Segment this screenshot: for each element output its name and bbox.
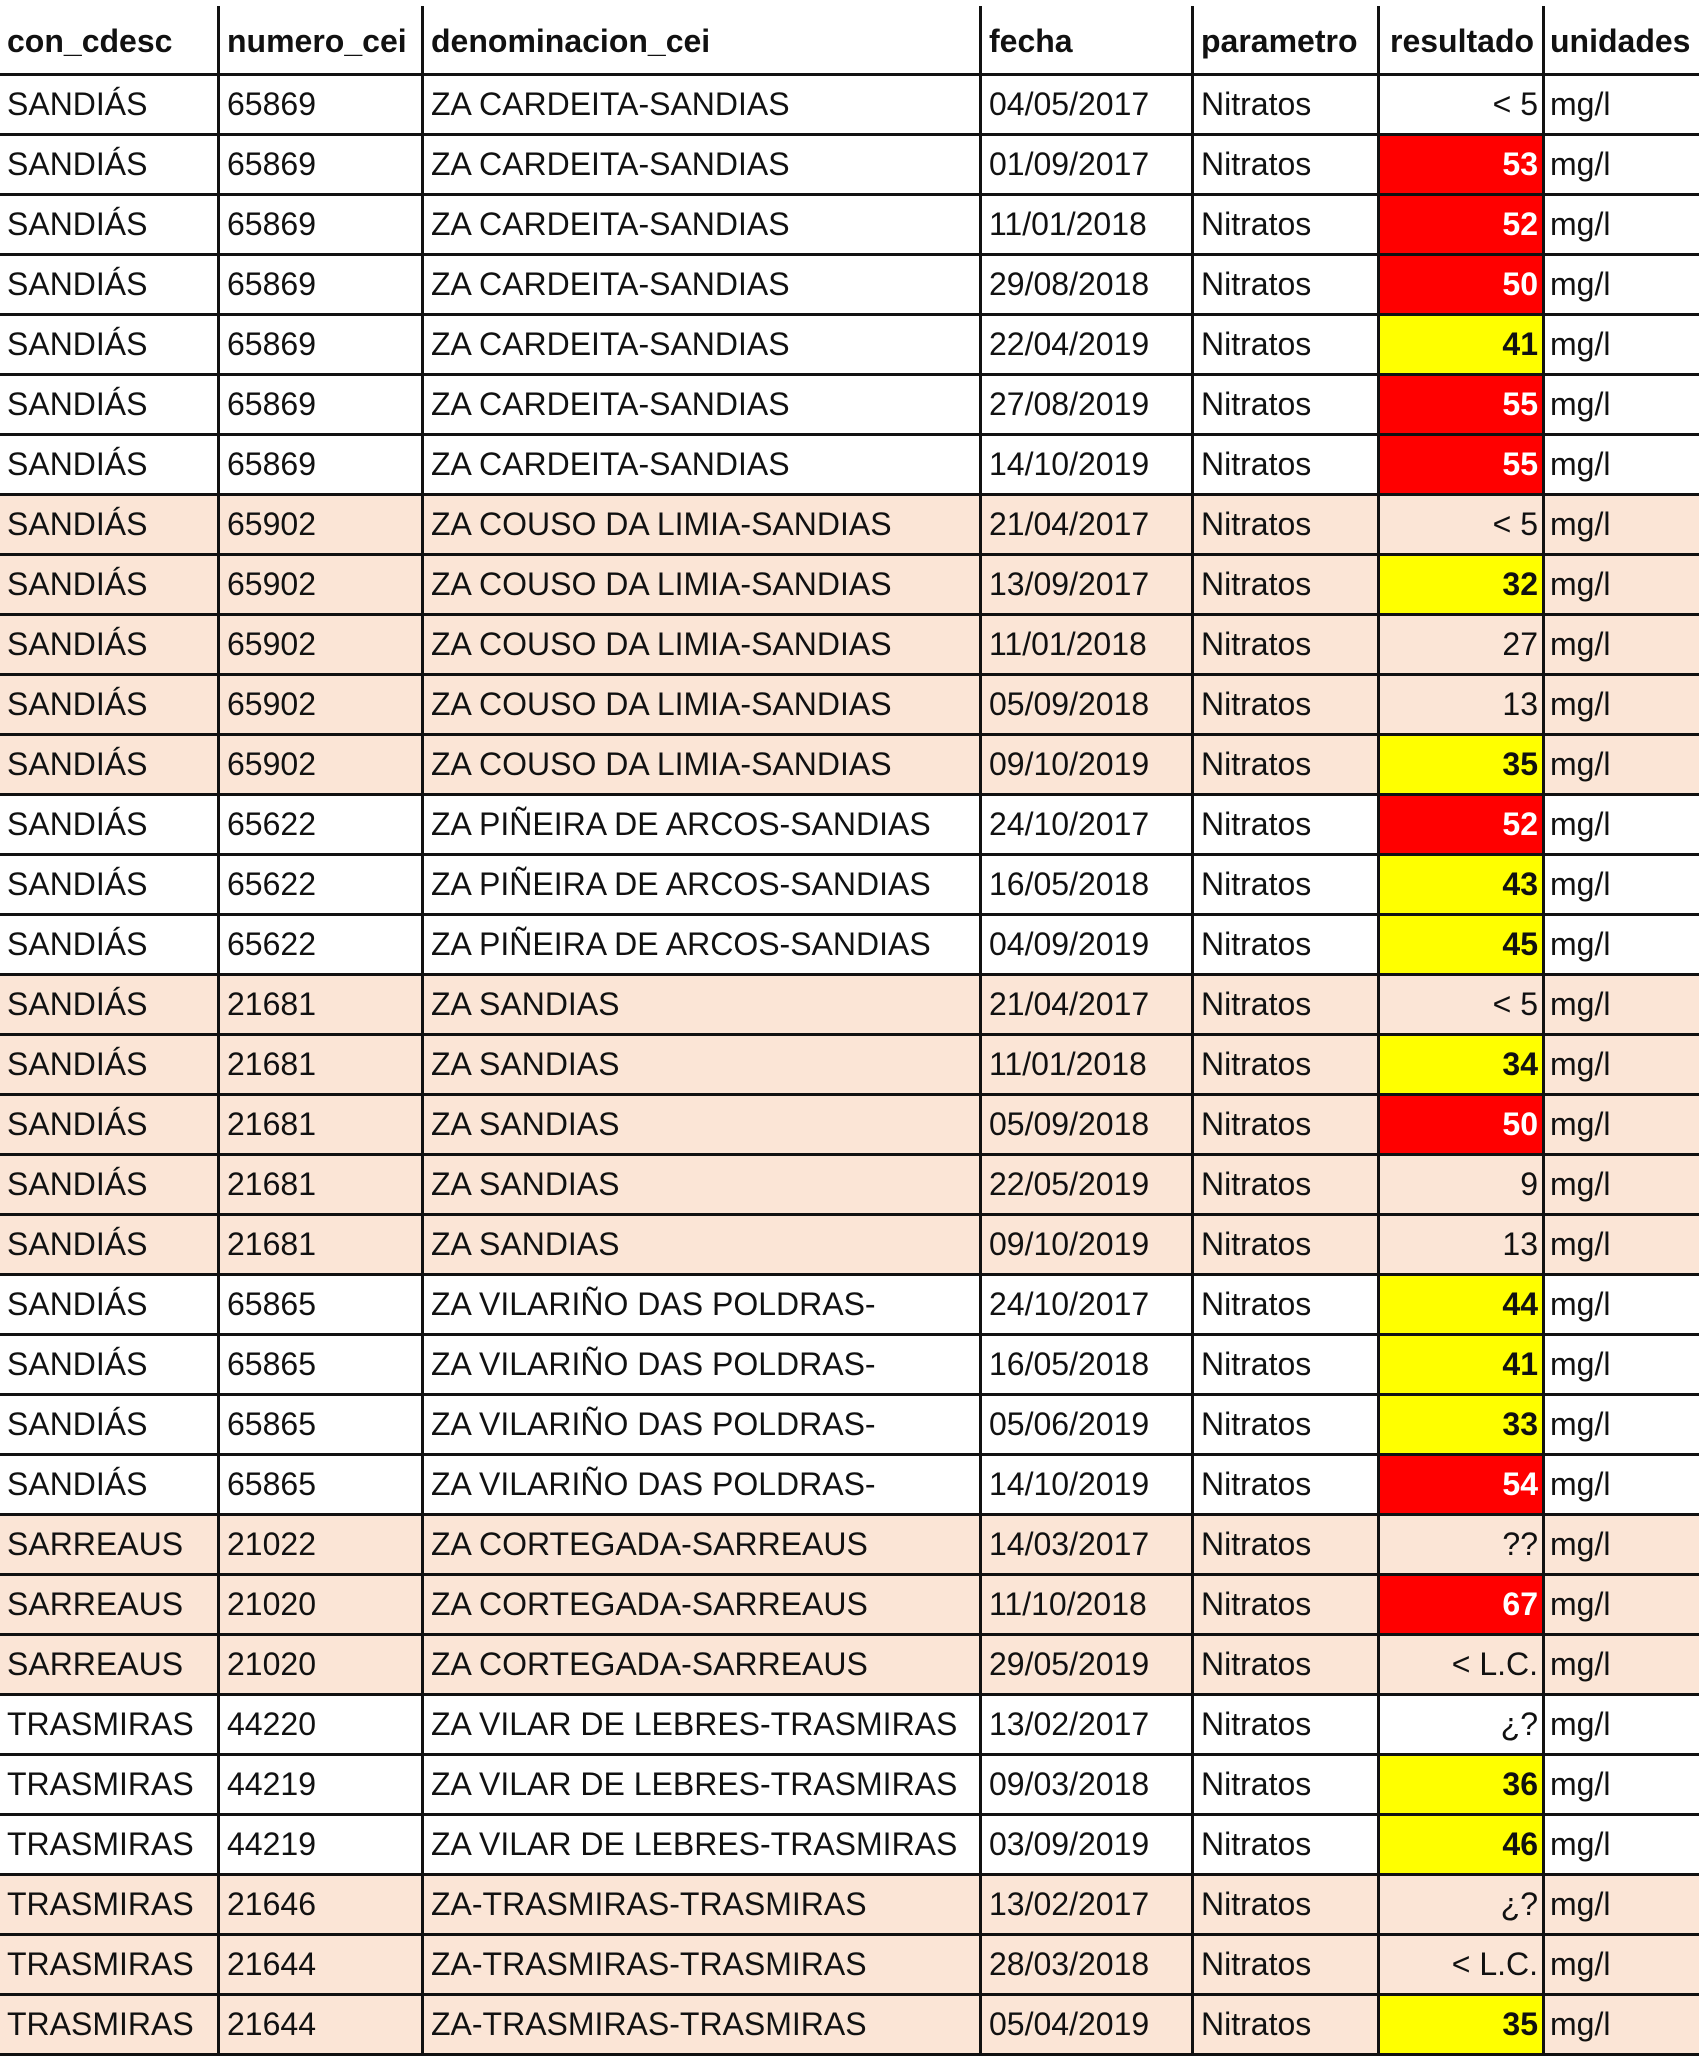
table-row (0, 1096, 1699, 1156)
cell-numero-cei[interactable]: 65902 (220, 676, 424, 733)
table-row (0, 1396, 1699, 1456)
cell-numero-cei[interactable]: 21020 (220, 1576, 424, 1633)
cell-unidades[interactable]: mg/l (1550, 1166, 1611, 1202)
cell-fecha[interactable]: 11/01/2018 (982, 1036, 1194, 1093)
cell-resultado[interactable]: 45 (1380, 916, 1545, 973)
cell-numero-cei[interactable]: 65869 (220, 196, 424, 253)
cell-numero-cei[interactable]: 21681 (220, 976, 424, 1033)
cell-unidades[interactable]: mg/l (1550, 686, 1611, 722)
cell-fecha[interactable]: 09/10/2019 (982, 736, 1194, 793)
cell-unidades[interactable]: mg/l (1550, 1466, 1611, 1502)
cell-resultado[interactable]: < L.C. (1380, 1636, 1545, 1693)
cell-unidades[interactable]: mg/l (1550, 1946, 1611, 1982)
header-parametro[interactable]: parametro (1194, 6, 1380, 73)
cell-con-cdesc[interactable]: SARREAUS (0, 1516, 220, 1573)
cell-parametro[interactable]: Nitratos (1194, 736, 1380, 793)
cell-unidades[interactable]: mg/l (1550, 566, 1611, 602)
header-denominacion-cei[interactable]: denominacion_cei (424, 6, 982, 73)
cell-parametro[interactable]: Nitratos (1194, 676, 1380, 733)
cell-numero-cei[interactable]: 65869 (220, 316, 424, 373)
cell-parametro[interactable]: Nitratos (1194, 856, 1380, 913)
cell-resultado[interactable]: 35 (1380, 736, 1545, 793)
cell-con-cdesc[interactable]: SANDIÁS (0, 1396, 220, 1453)
cell-unidades[interactable]: mg/l (1550, 386, 1611, 422)
cell-unidades[interactable]: mg/l (1550, 146, 1611, 182)
cell-fecha[interactable]: 01/09/2017 (982, 136, 1194, 193)
table-row (0, 1456, 1699, 1516)
cell-parametro[interactable]: Nitratos (1194, 1996, 1380, 2053)
cell-fecha[interactable]: 16/05/2018 (982, 1336, 1194, 1393)
cell-denominacion-cei[interactable]: ZA COUSO DA LIMIA-SANDIAS (424, 676, 982, 733)
cell-con-cdesc[interactable]: TRASMIRAS (0, 1876, 220, 1933)
cell-numero-cei[interactable]: 44219 (220, 1816, 424, 1873)
cell-con-cdesc[interactable]: SANDIÁS (0, 1036, 220, 1093)
cell-numero-cei[interactable]: 21681 (220, 1096, 424, 1153)
header-numero-cei[interactable]: numero_cei (220, 6, 424, 73)
cell-fecha[interactable]: 04/05/2017 (982, 76, 1194, 133)
cell-con-cdesc[interactable]: SANDIÁS (0, 676, 220, 733)
cell-numero-cei[interactable]: 65865 (220, 1276, 424, 1333)
cell-denominacion-cei[interactable]: ZA-TRASMIRAS-TRASMIRAS (424, 1996, 982, 2053)
table-row (0, 1156, 1699, 1216)
cell-fecha[interactable]: 05/06/2019 (982, 1396, 1194, 1453)
cell-resultado[interactable]: 50 (1380, 1096, 1545, 1153)
cell-denominacion-cei[interactable]: ZA CORTEGADA-SARREAUS (424, 1576, 982, 1633)
cell-resultado[interactable]: ¿? (1380, 1696, 1545, 1753)
cell-denominacion-cei[interactable]: ZA PIÑEIRA DE ARCOS-SANDIAS (424, 796, 982, 853)
cell-numero-cei[interactable]: 65902 (220, 556, 424, 613)
cell-parametro[interactable]: Nitratos (1194, 1936, 1380, 1993)
cell-fecha[interactable]: 11/01/2018 (982, 616, 1194, 673)
table-row (0, 1276, 1699, 1336)
cell-fecha[interactable]: 21/04/2017 (982, 496, 1194, 553)
cell-resultado[interactable]: 35 (1380, 1996, 1545, 2053)
table-row (0, 1036, 1699, 1096)
cell-numero-cei[interactable]: 44220 (220, 1696, 424, 1753)
cell-con-cdesc[interactable]: SANDIÁS (0, 316, 220, 373)
cell-numero-cei[interactable]: 65869 (220, 376, 424, 433)
cell-denominacion-cei[interactable]: ZA SANDIAS (424, 976, 982, 1033)
cell-fecha[interactable]: 11/10/2018 (982, 1576, 1194, 1633)
cell-fecha[interactable]: 05/09/2018 (982, 676, 1194, 733)
cell-unidades[interactable]: mg/l (1550, 1646, 1611, 1682)
cell-parametro[interactable]: Nitratos (1194, 196, 1380, 253)
cell-resultado[interactable]: 55 (1380, 436, 1545, 493)
cell-resultado[interactable]: 32 (1380, 556, 1545, 613)
cell-numero-cei[interactable]: 65869 (220, 136, 424, 193)
cell-parametro[interactable]: Nitratos (1194, 76, 1380, 133)
cell-resultado[interactable]: 13 (1380, 676, 1545, 733)
header-fecha[interactable]: fecha (982, 6, 1194, 73)
cell-con-cdesc[interactable]: SANDIÁS (0, 196, 220, 253)
cell-denominacion-cei[interactable]: ZA SANDIAS (424, 1036, 982, 1093)
cell-unidades[interactable]: mg/l (1550, 2006, 1611, 2042)
cell-numero-cei[interactable]: 65622 (220, 856, 424, 913)
table-row (0, 556, 1699, 616)
cell-denominacion-cei[interactable]: ZA VILARIÑO DAS POLDRAS- (424, 1276, 982, 1333)
cell-resultado[interactable]: ¿? (1380, 1876, 1545, 1933)
cell-unidades[interactable]: mg/l (1550, 626, 1611, 662)
table-row (0, 196, 1699, 256)
cell-numero-cei[interactable]: 44219 (220, 1756, 424, 1813)
cell-fecha[interactable]: 28/03/2018 (982, 1936, 1194, 1993)
cell-parametro[interactable]: Nitratos (1194, 1096, 1380, 1153)
cell-numero-cei[interactable]: 65869 (220, 76, 424, 133)
table-row (0, 316, 1699, 376)
cell-resultado[interactable]: 55 (1380, 376, 1545, 433)
cell-denominacion-cei[interactable]: ZA-TRASMIRAS-TRASMIRAS (424, 1876, 982, 1933)
cell-unidades[interactable]: mg/l (1550, 506, 1611, 542)
cell-resultado[interactable]: 27 (1380, 616, 1545, 673)
cell-resultado[interactable]: < 5 (1380, 496, 1545, 553)
cell-denominacion-cei[interactable]: ZA VILAR DE LEBRES-TRASMIRAS (424, 1696, 982, 1753)
cell-unidades[interactable]: mg/l (1550, 986, 1611, 1022)
table-row (0, 916, 1699, 976)
cell-denominacion-cei[interactable]: ZA CARDEITA-SANDIAS (424, 136, 982, 193)
cell-resultado[interactable]: < L.C. (1380, 1936, 1545, 1993)
cell-unidades[interactable]: mg/l (1550, 1226, 1611, 1262)
table-row (0, 1576, 1699, 1636)
cell-fecha[interactable]: 24/10/2017 (982, 1276, 1194, 1333)
cell-fecha[interactable]: 24/10/2017 (982, 796, 1194, 853)
cell-denominacion-cei[interactable]: ZA CARDEITA-SANDIAS (424, 376, 982, 433)
cell-con-cdesc[interactable]: SANDIÁS (0, 436, 220, 493)
cell-fecha[interactable]: 14/03/2017 (982, 1516, 1194, 1573)
cell-fecha[interactable]: 04/09/2019 (982, 916, 1194, 973)
cell-resultado[interactable]: 46 (1380, 1816, 1545, 1873)
cell-con-cdesc[interactable]: SANDIÁS (0, 76, 220, 133)
cell-numero-cei[interactable]: 21644 (220, 1996, 424, 2053)
table-row (0, 1996, 1699, 2056)
cell-fecha[interactable]: 29/05/2019 (982, 1636, 1194, 1693)
cell-parametro[interactable]: Nitratos (1194, 1516, 1380, 1573)
cell-denominacion-cei[interactable]: ZA COUSO DA LIMIA-SANDIAS (424, 496, 982, 553)
cell-numero-cei[interactable]: 65865 (220, 1396, 424, 1453)
cell-fecha[interactable]: 05/04/2019 (982, 1996, 1194, 2053)
cell-con-cdesc[interactable]: SANDIÁS (0, 1276, 220, 1333)
cell-numero-cei[interactable]: 21644 (220, 1936, 424, 1993)
cell-numero-cei[interactable]: 65622 (220, 796, 424, 853)
cell-fecha[interactable]: 05/09/2018 (982, 1096, 1194, 1153)
cell-denominacion-cei[interactable]: ZA-TRASMIRAS-TRASMIRAS (424, 1936, 982, 1993)
table-row (0, 376, 1699, 436)
header-con-cdesc[interactable]: con_cdesc (0, 6, 220, 73)
table-row (0, 136, 1699, 196)
cell-denominacion-cei[interactable]: ZA CARDEITA-SANDIAS (424, 436, 982, 493)
cell-fecha[interactable]: 03/09/2019 (982, 1816, 1194, 1873)
cell-numero-cei[interactable]: 21646 (220, 1876, 424, 1933)
cell-unidades[interactable]: mg/l (1550, 1406, 1611, 1442)
cell-con-cdesc[interactable]: SANDIÁS (0, 136, 220, 193)
cell-denominacion-cei[interactable]: ZA CARDEITA-SANDIAS (424, 316, 982, 373)
table-row (0, 496, 1699, 556)
cell-denominacion-cei[interactable]: ZA COUSO DA LIMIA-SANDIAS (424, 556, 982, 613)
cell-resultado[interactable]: 44 (1380, 1276, 1545, 1333)
cell-unidades[interactable]: mg/l (1550, 1586, 1611, 1622)
cell-resultado[interactable]: 13 (1380, 1216, 1545, 1273)
cell-resultado[interactable]: 67 (1380, 1576, 1545, 1633)
cell-con-cdesc[interactable]: SARREAUS (0, 1576, 220, 1633)
cell-resultado[interactable]: < 5 (1380, 76, 1545, 133)
cell-unidades[interactable]: mg/l (1550, 1826, 1611, 1862)
table-row (0, 1216, 1699, 1276)
table-row (0, 1336, 1699, 1396)
cell-resultado[interactable]: 43 (1380, 856, 1545, 913)
cell-fecha[interactable]: 13/09/2017 (982, 556, 1194, 613)
cell-resultado[interactable]: ?? (1380, 1516, 1545, 1573)
cell-numero-cei[interactable]: 65902 (220, 496, 424, 553)
cell-denominacion-cei[interactable]: ZA VILARIÑO DAS POLDRAS- (424, 1336, 982, 1393)
cell-parametro[interactable]: Nitratos (1194, 1156, 1380, 1213)
cell-resultado[interactable]: < 5 (1380, 976, 1545, 1033)
table-row (0, 856, 1699, 916)
cell-parametro[interactable]: Nitratos (1194, 1396, 1380, 1453)
cell-parametro[interactable]: Nitratos (1194, 316, 1380, 373)
cell-parametro[interactable]: Nitratos (1194, 376, 1380, 433)
table-row (0, 76, 1699, 136)
cell-numero-cei[interactable]: 65902 (220, 616, 424, 673)
cell-resultado[interactable]: 52 (1380, 196, 1545, 253)
cell-parametro[interactable]: Nitratos (1194, 256, 1380, 313)
cell-denominacion-cei[interactable]: ZA CARDEITA-SANDIAS (424, 76, 982, 133)
cell-con-cdesc[interactable]: SANDIÁS (0, 856, 220, 913)
cell-resultado[interactable]: 36 (1380, 1756, 1545, 1813)
cell-numero-cei[interactable]: 21020 (220, 1636, 424, 1693)
cell-unidades[interactable]: mg/l (1550, 1526, 1611, 1562)
cell-denominacion-cei[interactable]: ZA VILARIÑO DAS POLDRAS- (424, 1456, 982, 1513)
table-row (0, 736, 1699, 796)
cell-fecha[interactable]: 22/04/2019 (982, 316, 1194, 373)
cell-fecha[interactable]: 22/05/2019 (982, 1156, 1194, 1213)
cell-numero-cei[interactable]: 65869 (220, 436, 424, 493)
table-row (0, 1936, 1699, 1996)
cell-parametro[interactable]: Nitratos (1194, 1456, 1380, 1513)
cell-con-cdesc[interactable]: SANDIÁS (0, 1096, 220, 1153)
cell-resultado[interactable]: 34 (1380, 1036, 1545, 1093)
cell-con-cdesc[interactable]: SANDIÁS (0, 1456, 220, 1513)
cell-parametro[interactable]: Nitratos (1194, 1216, 1380, 1273)
cell-denominacion-cei[interactable]: ZA PIÑEIRA DE ARCOS-SANDIAS (424, 916, 982, 973)
cell-con-cdesc[interactable]: SANDIÁS (0, 736, 220, 793)
table-row (0, 676, 1699, 736)
cell-fecha[interactable]: 11/01/2018 (982, 196, 1194, 253)
cell-unidades[interactable]: mg/l (1550, 86, 1611, 122)
cell-parametro[interactable]: Nitratos (1194, 1636, 1380, 1693)
table-row (0, 1816, 1699, 1876)
cell-con-cdesc[interactable]: SANDIÁS (0, 1216, 220, 1273)
cell-con-cdesc[interactable]: SANDIÁS (0, 916, 220, 973)
cell-fecha[interactable]: 29/08/2018 (982, 256, 1194, 313)
cell-resultado[interactable]: 53 (1380, 136, 1545, 193)
cell-denominacion-cei[interactable]: ZA SANDIAS (424, 1216, 982, 1273)
cell-parametro[interactable]: Nitratos (1194, 1576, 1380, 1633)
cell-con-cdesc[interactable]: SANDIÁS (0, 976, 220, 1033)
cell-unidades[interactable]: mg/l (1550, 1346, 1611, 1382)
cell-unidades[interactable]: mg/l (1550, 266, 1611, 302)
cell-parametro[interactable]: Nitratos (1194, 1816, 1380, 1873)
cell-resultado[interactable]: 41 (1380, 1336, 1545, 1393)
table-row (0, 1756, 1699, 1816)
cell-con-cdesc[interactable]: TRASMIRAS (0, 1936, 220, 1993)
cell-denominacion-cei[interactable]: ZA CORTEGADA-SARREAUS (424, 1516, 982, 1573)
cell-resultado[interactable]: 50 (1380, 256, 1545, 313)
table-row (0, 1876, 1699, 1936)
table-row (0, 256, 1699, 316)
cell-denominacion-cei[interactable]: ZA CARDEITA-SANDIAS (424, 256, 982, 313)
cell-parametro[interactable]: Nitratos (1194, 136, 1380, 193)
cell-con-cdesc[interactable]: SANDIÁS (0, 496, 220, 553)
header-unidades[interactable]: unidades (1550, 23, 1691, 59)
cell-con-cdesc[interactable]: TRASMIRAS (0, 1996, 220, 2053)
cell-fecha[interactable]: 09/03/2018 (982, 1756, 1194, 1813)
cell-parametro[interactable]: Nitratos (1194, 1696, 1380, 1753)
cell-con-cdesc[interactable]: SANDIÁS (0, 376, 220, 433)
cell-parametro[interactable]: Nitratos (1194, 916, 1380, 973)
cell-unidades[interactable]: mg/l (1550, 326, 1611, 362)
table-row (0, 1516, 1699, 1576)
table-row (0, 1636, 1699, 1696)
cell-resultado[interactable]: 33 (1380, 1396, 1545, 1453)
cell-fecha[interactable]: 13/02/2017 (982, 1696, 1194, 1753)
cell-con-cdesc[interactable]: TRASMIRAS (0, 1756, 220, 1813)
cell-con-cdesc[interactable]: SANDIÁS (0, 1156, 220, 1213)
table-row (0, 1696, 1699, 1756)
cell-con-cdesc[interactable]: SARREAUS (0, 1636, 220, 1693)
cell-unidades[interactable]: mg/l (1550, 206, 1611, 242)
cell-fecha[interactable]: 14/10/2019 (982, 1456, 1194, 1513)
cell-fecha[interactable]: 09/10/2019 (982, 1216, 1194, 1273)
table-row (0, 976, 1699, 1036)
cell-fecha[interactable]: 21/04/2017 (982, 976, 1194, 1033)
cell-con-cdesc[interactable]: TRASMIRAS (0, 1816, 220, 1873)
cell-parametro[interactable]: Nitratos (1194, 976, 1380, 1033)
cell-denominacion-cei[interactable]: ZA COUSO DA LIMIA-SANDIAS (424, 736, 982, 793)
cell-denominacion-cei[interactable]: ZA PIÑEIRA DE ARCOS-SANDIAS (424, 856, 982, 913)
cell-numero-cei[interactable]: 65865 (220, 1336, 424, 1393)
cell-unidades[interactable]: mg/l (1550, 1706, 1611, 1742)
cell-denominacion-cei[interactable]: ZA VILARIÑO DAS POLDRAS- (424, 1396, 982, 1453)
cell-con-cdesc[interactable]: SANDIÁS (0, 616, 220, 673)
cell-parametro[interactable]: Nitratos (1194, 616, 1380, 673)
cell-fecha[interactable]: 13/02/2017 (982, 1876, 1194, 1933)
cell-unidades[interactable]: mg/l (1550, 1106, 1611, 1142)
cell-unidades[interactable]: mg/l (1550, 1886, 1611, 1922)
cell-parametro[interactable]: Nitratos (1194, 1756, 1380, 1813)
cell-numero-cei[interactable]: 65902 (220, 736, 424, 793)
cell-parametro[interactable]: Nitratos (1194, 556, 1380, 613)
cell-denominacion-cei[interactable]: ZA SANDIAS (424, 1156, 982, 1213)
cell-parametro[interactable]: Nitratos (1194, 436, 1380, 493)
cell-denominacion-cei[interactable]: ZA VILAR DE LEBRES-TRASMIRAS (424, 1816, 982, 1873)
cell-unidades[interactable]: mg/l (1550, 746, 1611, 782)
cell-parametro[interactable]: Nitratos (1194, 496, 1380, 553)
table-row (0, 616, 1699, 676)
cell-con-cdesc[interactable]: SANDIÁS (0, 256, 220, 313)
cell-parametro[interactable]: Nitratos (1194, 1336, 1380, 1393)
cell-numero-cei[interactable]: 65869 (220, 256, 424, 313)
cell-unidades[interactable]: mg/l (1550, 1046, 1611, 1082)
cell-con-cdesc[interactable]: SANDIÁS (0, 556, 220, 613)
table-row (0, 796, 1699, 856)
cell-numero-cei[interactable]: 21681 (220, 1216, 424, 1273)
cell-parametro[interactable]: Nitratos (1194, 796, 1380, 853)
cell-unidades[interactable]: mg/l (1550, 1286, 1611, 1322)
cell-resultado[interactable]: 41 (1380, 316, 1545, 373)
cell-resultado[interactable]: 54 (1380, 1456, 1545, 1513)
cell-unidades[interactable]: mg/l (1550, 806, 1611, 842)
cell-denominacion-cei[interactable]: ZA VILAR DE LEBRES-TRASMIRAS (424, 1756, 982, 1813)
cell-numero-cei[interactable]: 21022 (220, 1516, 424, 1573)
cell-denominacion-cei[interactable]: ZA CORTEGADA-SARREAUS (424, 1636, 982, 1693)
cell-numero-cei[interactable]: 65865 (220, 1456, 424, 1513)
header-resultado[interactable]: resultado (1380, 6, 1545, 73)
cell-con-cdesc[interactable]: SANDIÁS (0, 796, 220, 853)
cell-unidades[interactable]: mg/l (1550, 446, 1611, 482)
cell-parametro[interactable]: Nitratos (1194, 1036, 1380, 1093)
cell-fecha[interactable]: 27/08/2019 (982, 376, 1194, 433)
header-row (0, 6, 1699, 76)
cell-parametro[interactable]: Nitratos (1194, 1876, 1380, 1933)
cell-unidades[interactable]: mg/l (1550, 926, 1611, 962)
cell-resultado[interactable]: 52 (1380, 796, 1545, 853)
cell-fecha[interactable]: 16/05/2018 (982, 856, 1194, 913)
nitrate-results-table (0, 6, 1699, 2056)
cell-fecha[interactable]: 14/10/2019 (982, 436, 1194, 493)
cell-denominacion-cei[interactable]: ZA SANDIAS (424, 1096, 982, 1153)
cell-numero-cei[interactable]: 65622 (220, 916, 424, 973)
cell-resultado[interactable]: 9 (1380, 1156, 1545, 1213)
cell-numero-cei[interactable]: 21681 (220, 1156, 424, 1213)
cell-unidades[interactable]: mg/l (1550, 1766, 1611, 1802)
cell-numero-cei[interactable]: 21681 (220, 1036, 424, 1093)
cell-unidades[interactable]: mg/l (1550, 866, 1611, 902)
cell-parametro[interactable]: Nitratos (1194, 1276, 1380, 1333)
cell-denominacion-cei[interactable]: ZA CARDEITA-SANDIAS (424, 196, 982, 253)
table-row (0, 436, 1699, 496)
cell-con-cdesc[interactable]: SANDIÁS (0, 1336, 220, 1393)
cell-denominacion-cei[interactable]: ZA COUSO DA LIMIA-SANDIAS (424, 616, 982, 673)
cell-con-cdesc[interactable]: TRASMIRAS (0, 1696, 220, 1753)
